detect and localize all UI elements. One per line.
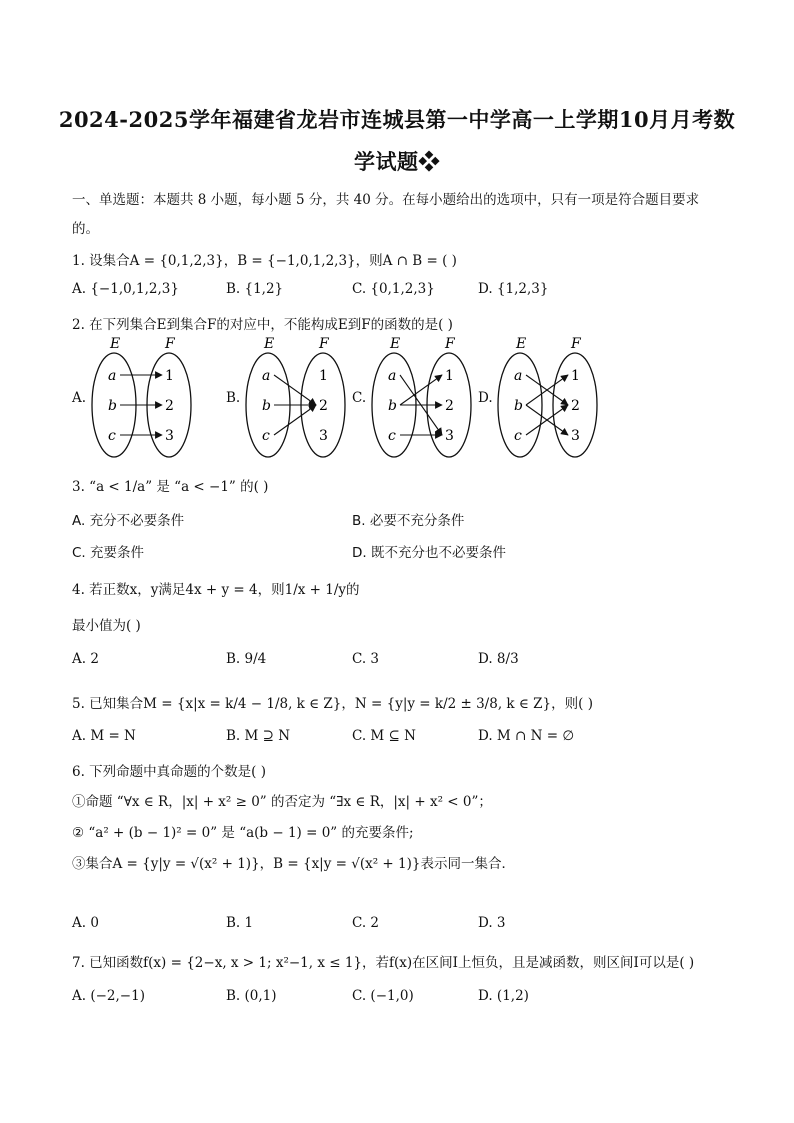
element-3: 3	[165, 428, 174, 444]
element-b: b	[514, 398, 523, 414]
question-6-stem: 6. 下列命题中真命题的个数是( )	[72, 764, 266, 780]
question-5-option-d: D. M ∩ N = ∅	[478, 728, 575, 744]
element-2: 2	[445, 398, 454, 414]
element-a: a	[514, 368, 523, 384]
question-6-item-1: ①命题 “∀x ∈ R，|x| + x² ≥ 0” 的否定为 “∃x ∈ R，|x| + x² < 0”；	[72, 794, 492, 810]
question-2-option-a: A.	[72, 390, 87, 406]
question-3-option-d: D. 既不充分也不必要条件	[352, 545, 506, 561]
question-4-option-d: D. 8/3	[478, 651, 519, 667]
question-5-option-a: A. M = N	[72, 728, 136, 744]
element-3: 3	[445, 428, 454, 444]
question-2-option-b: B.	[226, 390, 241, 406]
question-3-option-b: B. 必要不充分条件	[352, 513, 465, 529]
section-instructions: 一、单选题：本题共 8 小题，每小题 5 分，共 40 分。在每小题给出的选项中，只有一项是符合题目要求	[72, 192, 700, 208]
set-e-label: E	[390, 336, 401, 352]
question-6-option-c: C. 2	[352, 915, 380, 931]
set-e-label: E	[516, 336, 527, 352]
element-a: a	[108, 368, 117, 384]
element-c: c	[108, 428, 116, 444]
set-e-label: E	[110, 336, 121, 352]
question-6-option-b: B. 1	[226, 915, 254, 931]
question-3-option-a: A. 充分不必要条件	[72, 513, 185, 529]
set-f-label: F	[165, 336, 175, 352]
element-1: 1	[165, 368, 174, 384]
element-c: c	[514, 428, 522, 444]
question-7-option-d: D. (1,2)	[478, 988, 529, 1004]
question-2-option-c: C.	[352, 390, 367, 406]
section-instructions-cont: 的。	[72, 221, 99, 237]
element-2: 2	[165, 398, 174, 414]
exam-title-line2: 学试题❖	[354, 149, 440, 174]
set-e-label: E	[264, 336, 275, 352]
question-6-option-a: A. 0	[72, 915, 99, 931]
question-6-option-d: D. 3	[478, 915, 506, 931]
mapping-arrow	[400, 375, 442, 405]
element-2: 2	[571, 398, 580, 414]
element-1: 1	[571, 368, 580, 384]
question-4-option-c: C. 3	[352, 651, 380, 667]
question-7-option-c: C. (−1,0)	[352, 988, 414, 1004]
element-a: a	[262, 368, 271, 384]
set-f-label: F	[319, 336, 329, 352]
element-1: 1	[445, 368, 454, 384]
set-f-label: F	[445, 336, 455, 352]
question-1-option-b: B. {1,2}	[226, 281, 284, 297]
question-5-option-b: B. M ⊇ N	[226, 728, 291, 744]
question-3-option-c: C. 充要条件	[72, 545, 145, 561]
element-2: 2	[319, 398, 328, 414]
question-2-stem: 2. 在下列集合E到集合F的对应中，不能构成E到F的函数的是( )	[72, 317, 453, 333]
mapping-diagrams	[0, 330, 794, 460]
question-7-stem: 7. 已知函数f(x) = {2−x, x > 1; x²−1, x ≤ 1}，若f(x)在区间I上恒负，且是减函数，则区间I可以是( )	[72, 955, 695, 971]
question-6-item-2: ② “a² + (b − 1)² = 0” 是 “a(b − 1) = 0” 的充要条件;	[72, 825, 414, 841]
question-4-option-a: A. 2	[72, 651, 99, 667]
mapping-arrow	[274, 405, 316, 435]
question-3-stem: 3. “a < 1/a” 是 “a < −1” 的( )	[72, 479, 269, 495]
element-c: c	[388, 428, 396, 444]
question-7-option-b: B. (0,1)	[226, 988, 277, 1004]
exam-title-line1: 2024-2025学年福建省龙岩市连城县第一中学高一上学期10月月考数	[58, 107, 736, 132]
question-5-stem: 5. 已知集合M = {x|x = k/4 − 1/8, k ∈ Z}，N = {y|y = k/2 ± 3/8, k ∈ Z}，则( )	[72, 696, 593, 712]
question-4-stem: 4. 若正数x，y满足4x + y = 4，则1/x + 1/y的	[72, 582, 360, 598]
element-3: 3	[571, 428, 580, 444]
element-c: c	[262, 428, 270, 444]
mapping-arrow	[274, 375, 316, 405]
question-4-option-b: B. 9/4	[226, 651, 267, 667]
question-1-option-d: D. {1,2,3}	[478, 281, 549, 297]
element-a: a	[388, 368, 397, 384]
element-b: b	[108, 398, 117, 414]
question-1-option-c: C. {0,1,2,3}	[352, 281, 435, 297]
question-1-stem: 1. 设集合A = {0,1,2,3}，B = {−1,0,1,2,3}，则A ∩ B = ( )	[72, 253, 457, 269]
question-4-stem-cont: 最小值为( )	[72, 618, 141, 634]
set-f-label: F	[571, 336, 581, 352]
question-7-option-a: A. (−2,−1)	[72, 988, 145, 1004]
element-b: b	[388, 398, 397, 414]
question-1-option-a: A. {−1,0,1,2,3}	[72, 281, 179, 297]
element-1: 1	[319, 368, 328, 384]
element-b: b	[262, 398, 271, 414]
question-2-option-d: D.	[478, 390, 493, 406]
element-3: 3	[319, 428, 328, 444]
question-5-option-c: C. M ⊆ N	[352, 728, 416, 744]
question-6-item-3: ③集合A = {y|y = √(x² + 1)}，B = {x|y = √(x² + 1)}表示同一集合．	[72, 856, 515, 872]
